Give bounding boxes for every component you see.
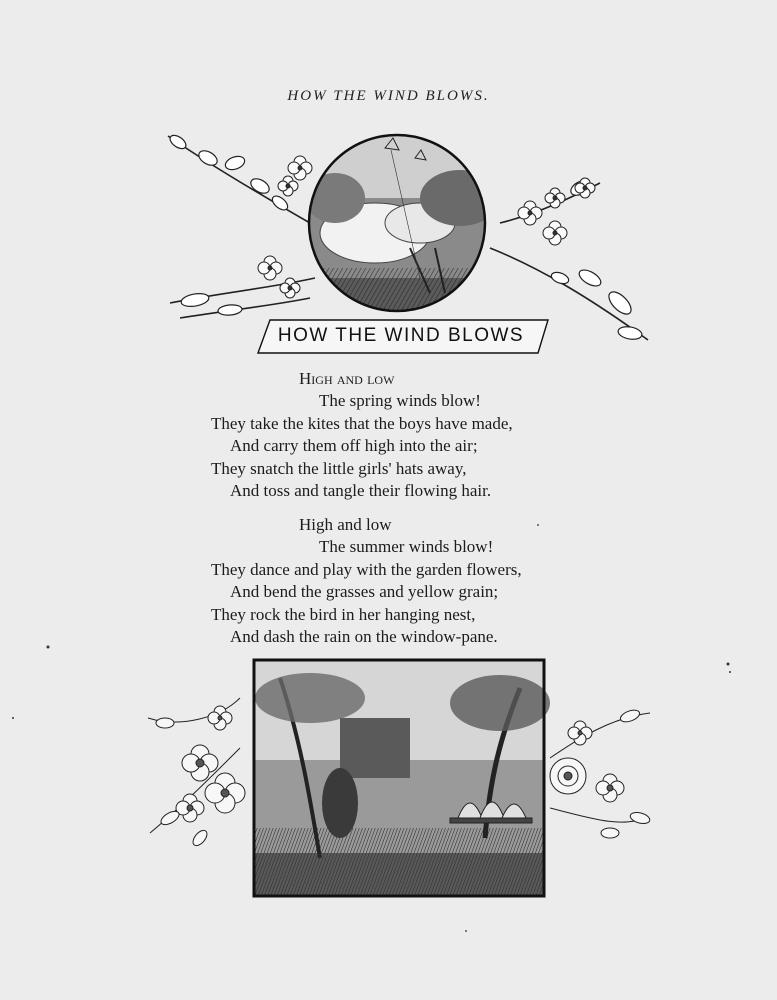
bottom-garden-illustration: [140, 658, 660, 898]
garden-scene: [254, 660, 550, 896]
stanza2-line6: And dash the rain on the window-pane.: [230, 627, 498, 646]
right-flower-spray: [550, 708, 651, 838]
stanza2-line3: They dance and play with the garden flowers,: [211, 560, 522, 579]
right-willow-branch: [490, 183, 648, 340]
orchard-circle-scene: [300, 128, 500, 328]
stanza2-line4: And bend the grasses and yellow grain;: [230, 582, 499, 601]
stanza2-line1: High and low: [299, 515, 392, 534]
stanza1-line3: They take the kites that the boys have made,: [211, 414, 513, 433]
stanza2-line5: They rock the bird in her hanging nest,: [211, 605, 476, 624]
stanza1-line1: High and low: [299, 369, 395, 388]
page-header: HOW THE WIND BLOWS.: [287, 88, 490, 104]
left-flower-spray: [148, 698, 245, 848]
stanza2-line2: The summer winds blow!: [319, 537, 494, 556]
left-catkins: [168, 133, 290, 316]
stanza1-line2: The spring winds blow!: [319, 391, 481, 410]
right-catkins: [550, 178, 643, 341]
stanza1-line5: They snatch the little girls' hats away,: [211, 459, 467, 478]
banner-title: HOW THE WIND BLOWS: [277, 325, 525, 346]
stanza1-line4: And carry them off high into the air;: [230, 436, 478, 455]
stanza1-line6: And toss and tangle their flowing hair.: [230, 481, 492, 500]
